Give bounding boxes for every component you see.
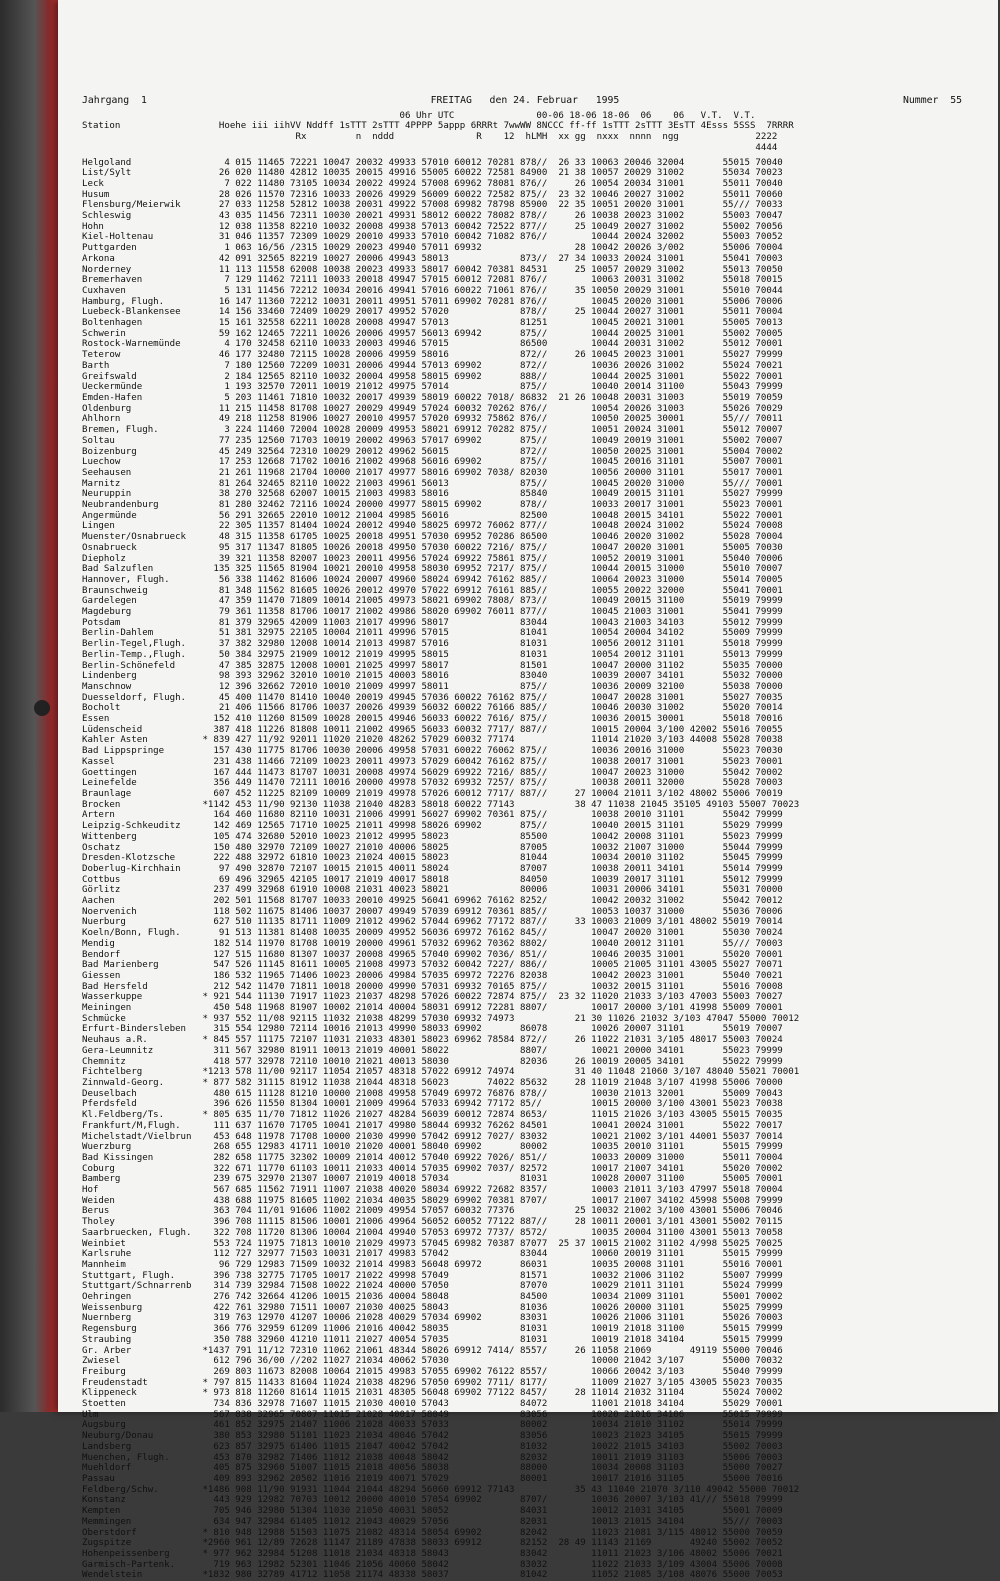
station-row: Essen 152 410 11260 81509 10028 20015 49946 56033 60022 7616/ 875// 10036 20015 30001 55018 70016 <box>82 714 783 725</box>
station-row: Fichtelberg *1213 578 11/00 92117 11054 21057 48318 57022 69912 74974 31 40 11048 21060 3/107 48040 55021 70001 <box>82 1067 800 1078</box>
station-row: Stoetten 734 836 32978 71607 11015 21030 40010 57043 84072 11001 21018 34104 55029 70001 <box>82 1399 783 1410</box>
column-header-line: 4444 <box>82 142 778 153</box>
station-row: Kahler Asten * 839 427 11/92 92011 11020 21020 48262 57029 60032 77174 11014 21020 3/103 44008 55028 70038 <box>82 735 783 746</box>
station-row: Bad Lippspringe 157 430 11775 81706 10030 20006 49958 57031 60022 76062 875// 10036 20016 31000 55023 70030 <box>82 746 783 757</box>
station-row: Boizenburg 45 249 32564 72310 10029 20012 49962 56015 872// 10050 20025 31001 55004 70002 <box>82 446 783 457</box>
station-row: Kl.Feldberg/Ts. * 805 635 11/70 71812 11026 21027 48284 56039 60012 72874 8653/ 11015 21026 3/103 43005 55015 70035 <box>82 1110 783 1121</box>
station-row: Boltenhagen 15 161 32558 62211 10028 20008 49947 57013 81251 10045 20021 31001 55005 70013 <box>82 318 783 329</box>
station-row: Passau 409 893 32962 20502 11016 21019 40071 57029 80001 10017 21016 31105 55000 70016 <box>82 1474 783 1484</box>
station-row: Konstanz 443 929 12982 70703 10012 20000 40010 57054 69902 8707/ 10036 20007 3/103 41/// 55018 79999 <box>82 1495 783 1506</box>
station-row: Bad Kissingen 282 658 11775 32302 10009 21014 40012 57040 69922 7026/ 851// 10033 20009 31000 55011 70004 <box>82 1152 783 1163</box>
issue-number: Nummer 55 <box>903 95 962 106</box>
station-row: Flensburg/Meierwik 27 033 11258 52812 10038 20031 49922 57008 69982 78798 85900 22 35 10051 20020 31001 55/// 70033 <box>82 200 783 211</box>
station-row: Neubrandenburg 81 280 32462 72116 10024 20000 49977 58015 69902 878// 10033 20017 31001 55023 70001 <box>82 500 783 511</box>
date-label: FREITAG den 24. Februar 1995 <box>430 95 620 106</box>
station-row: Berlin-Schönefeld 47 385 32875 12008 10001 21025 49997 58017 81501 10047 20000 31102 55035 70000 <box>82 660 783 671</box>
station-row: Landsberg 623 857 32975 61406 11015 21047 40042 57042 81032 10022 21015 34103 55002 70003 <box>82 1441 783 1452</box>
station-row: Zinnwald-Georg. * 877 582 31115 81912 11038 21044 48318 56023 74022 85632 28 11019 21048 3/107 41998 55006 70000 <box>82 1077 783 1088</box>
station-row: Hohenpeissenberg * 977 962 32984 51208 11018 21034 48318 58043 83042 11011 21023 3/106 48002 55006 70021 <box>82 1548 783 1559</box>
station-row: Gr. Arber *1437 791 11/12 72310 11062 21061 48344 58026 69912 7414/ 8557/ 26 11058 21069 49119 55000 70046 <box>82 1345 783 1356</box>
station-row: Zwiesel 612 796 36/00 //202 11027 21034 40062 57030 10000 21042 3/107 55000 70032 <box>82 1356 783 1367</box>
station-row: Saarbruecken, Flugh. 322 708 11720 81306 10004 21004 49940 57053 69972 7737/ 8572/ 10035 20004 31100 43001 55013 70058 <box>82 1227 783 1238</box>
station-row: Norderney 11 113 11558 62008 10038 20023 49933 58017 60042 70381 84531 25 10057 20029 31002 55013 70050 <box>82 264 783 275</box>
station-row: Karlsruhe 112 727 32977 71503 10031 21017 49983 57042 83044 10060 20019 31101 55015 79999 <box>82 1249 783 1260</box>
station-row: Berlin-Tegel,Flugh. 37 382 32980 12008 10014 21013 49987 57016 81031 10056 20012 31101 55018 79999 <box>82 639 783 650</box>
station-row: List/Sylt 26 020 11480 42812 10035 20015 49916 55005 60022 72581 84900 21 38 10057 20029 31002 55034 70023 <box>82 168 783 179</box>
station-row: Weinbiet 553 724 11975 71813 10010 21029 49973 57045 69982 70387 87077 25 37 10015 21002 31102 4/998 55025 70025 <box>82 1238 783 1249</box>
station-row: Zugspitze *2960 961 12/89 72628 11147 21189 47838 58033 69912 82152 28 49 11143 21169 49240 55002 70052 <box>82 1538 783 1549</box>
station-row: Ahlhorn 49 218 11258 81906 10027 20010 49957 57020 69932 75862 876// 10050 20025 30001 55/// 70011 <box>82 414 783 425</box>
station-row: Berlin-Temp.,Flugh. 50 384 32975 21909 10012 21019 49995 58015 81031 10054 20012 31101 55013 79999 <box>82 649 783 660</box>
station-row: Hannover, Flugh. 56 338 11462 81606 10024 20007 49960 58024 69942 76162 885// 10064 20023 31000 55014 70005 <box>82 574 783 585</box>
station-row: Greifswald 2 184 12565 82110 10032 20004 49958 58015 69902 888// 10044 20025 31001 55022 70001 <box>82 371 783 382</box>
station-row: Leck 7 022 11480 73105 10034 20022 49924 57008 69962 78081 876// 26 10054 20034 31001 55011 70040 <box>82 178 783 189</box>
station-table <box>82 158 962 1581</box>
column-header-line: Station Hoehe iii iihVV Nddff 1sTTT 2sTTT 4PPPP 5appp 6RRRt 7wwWW 8NCCC ff-ff 1sTTT 2sTTT 3EsTT 4Esss 5SSS 7RRRR <box>82 121 794 132</box>
station-row: Goettingen 167 444 11473 81707 10031 20008 49974 56029 69922 7216/ 885// 10047 20023 31000 55042 70002 <box>82 767 783 778</box>
station-row: Michelstadt/Vielbrun 453 648 11978 71708 10000 21030 49990 57042 69912 7027/ 83032 10021 21002 3/101 44001 55037 70014 <box>82 1131 783 1142</box>
station-row: Weiden 438 688 11975 81605 11002 21034 40035 58029 69902 70381 8707/ 10017 21007 34102 45998 55008 79999 <box>82 1195 783 1206</box>
station-row: Wuerzburg 268 655 12983 41711 10010 21020 40001 58040 69902 80002 10035 20010 31101 55015 79999 <box>82 1142 783 1153</box>
station-row: Lüdenscheid 387 418 11226 81808 10011 21002 49965 56033 60032 7717/ 887// 10015 20004 3/100 42002 55016 70055 <box>82 724 783 735</box>
station-row: Hof 567 685 11562 71911 11007 21038 40020 58034 69922 72682 8357/ 10003 21011 3/103 47997 55018 70004 <box>82 1185 783 1196</box>
station-row: Bamberg 239 675 32970 21307 10007 21019 40018 57034 81031 10028 20007 31100 55005 70001 <box>82 1174 783 1185</box>
station-row: Dresden-Klotzsche 222 488 32972 61810 10023 21024 40015 58023 81044 10034 20010 31102 55045 79999 <box>82 853 783 864</box>
station-row: Deuselbach 480 615 11128 81210 10000 21008 49958 57049 69972 76876 878// 10030 21013 32001 55009 70043 <box>82 1088 783 1099</box>
station-row: Seehausen 21 261 11968 21704 10000 21017 49977 58016 69902 7038/ 82030 10056 20000 31101 55017 70001 <box>82 467 783 478</box>
station-row: Luechow 17 253 12668 71702 10016 21002 49968 56016 69902 875// 10045 20016 31101 55007 70001 <box>82 457 783 468</box>
station-row: Potsdam 81 379 32965 42009 11003 21017 49996 58017 83044 10043 21003 34103 55012 79999 <box>82 617 783 628</box>
station-row: Kassel 231 438 11466 72109 10023 20011 49973 57029 60042 76162 875// 10038 20017 31001 55023 70001 <box>82 756 783 767</box>
station-row: Muehldorf 405 875 32960 51007 11015 21018 40056 58038 88000 10034 20008 31103 55000 70027 <box>82 1463 783 1474</box>
station-row: Weissenburg 422 761 32980 71511 10007 21030 40025 58043 81036 10026 20000 31101 55025 79999 <box>82 1302 783 1313</box>
station-row: Giessen 186 532 11965 71406 10023 20006 49984 57035 69972 72276 82038 10042 20023 31001 55040 70021 <box>82 970 783 981</box>
station-row: Berus 363 704 11/01 91606 11002 21009 49954 57057 60032 77376 25 10032 21002 3/100 43001 55006 70046 <box>82 1206 783 1217</box>
station-row: Muenster/Osnabrueck 48 315 11358 61705 10025 20018 49951 57030 69952 70286 86500 10046 20020 31002 55028 70004 <box>82 532 783 543</box>
station-row: Cuxhaven 5 131 11456 72212 10034 20016 49941 57016 60022 71061 876// 35 10050 20029 31001 55010 70044 <box>82 285 783 296</box>
station-row: Barth 7 180 12560 72209 10031 20006 49944 57013 69902 872// 10036 20026 31002 55024 70021 <box>82 360 783 371</box>
punch-hole <box>34 700 50 716</box>
station-row: Hamburg, Flugh. 16 147 11360 72212 10031 20011 49951 57011 69902 70281 876// 10045 20020 31001 55006 70006 <box>82 296 783 307</box>
station-row: Ulm 567 838 32965 70807 11015 21028 40017 58049 83056 10020 21016 34106 55015 79999 <box>82 1409 783 1420</box>
station-row: Lingen 22 305 11357 81404 10024 20012 49940 58025 69972 76062 877// 10048 20024 31002 55024 70008 <box>82 521 783 532</box>
station-row: Bremerhaven 7 129 11462 72111 10033 20018 49947 57015 60012 72081 876// 10063 20031 31002 55018 70015 <box>82 275 783 286</box>
station-row: Stuttgart, Flugh. 396 738 32775 71705 10017 21022 49998 57049 81571 10032 21006 31102 55007 79999 <box>82 1270 783 1281</box>
station-row: Wittenberg 105 474 32680 52010 10023 21012 49995 58023 85500 10042 20008 31101 55023 79999 <box>82 831 783 842</box>
station-row: Oberstdorf * 810 948 12988 51503 11075 21082 48314 58054 69902 82042 11023 21081 3/115 48012 55000 70059 <box>82 1527 783 1538</box>
station-row: Meiningen 450 548 11968 81907 10002 21014 40004 58031 69912 72281 8807/ 10017 20000 3/101 41998 55009 70001 <box>82 1003 783 1014</box>
station-row: Manschnow 12 396 32662 72010 10010 21009 49997 58011 875// 10036 20009 32100 55038 70000 <box>82 681 783 692</box>
station-row: Oschatz 150 480 32970 72109 10027 21010 40006 58025 87005 10032 21007 31000 55044 79999 <box>82 842 783 853</box>
station-row: Stuttgart/Schnarrenb 314 739 32984 71508 10022 21024 40000 57050 87070 10029 21011 31101 55024 79999 <box>82 1281 783 1292</box>
binder-spine <box>0 0 58 1412</box>
station-row: Bocholt 21 406 11566 81706 10037 20026 49939 56032 60022 76166 885// 10046 20030 31002 55020 70014 <box>82 703 783 714</box>
station-row: Lindenberg 98 393 32962 32010 10010 21015 40003 58016 83040 10039 20007 34101 55032 70000 <box>82 671 783 682</box>
station-row: Schmücke * 937 552 11/08 92115 11032 21038 48299 57030 69932 74973 21 30 11026 21032 3/103 47047 55000 70012 <box>82 1013 800 1024</box>
station-row: Pferdsfeld 396 626 11550 81304 10001 21009 49964 57033 69942 77172 85// 10015 20000 3/100 43001 55023 70038 <box>82 1099 783 1110</box>
station-row: Nuernberg 319 763 12970 41207 10006 21028 40029 57034 69902 83031 10026 21006 31101 55026 70003 <box>82 1313 783 1324</box>
station-row: Neuburg/Donau 380 853 32980 51101 11023 21034 40046 57042 83056 10023 21023 34105 55015 79999 <box>82 1431 783 1442</box>
station-row: Feldberg/Schw. *1486 908 11/90 91931 11044 21044 48294 56060 69912 77143 35 43 11040 21070 3/110 49042 55000 70012 <box>82 1484 800 1495</box>
volume-label: Jahrgang 1 <box>82 95 147 106</box>
station-row: Teterow 46 177 32480 72115 10028 20006 49959 58016 872// 26 10045 20023 31001 55027 79999 <box>82 350 783 361</box>
station-row: Oehringen 276 742 32664 41206 10015 21036 40004 58048 84500 10034 21009 31101 55001 70002 <box>82 1292 783 1303</box>
station-row: Bad Marienberg 547 526 11145 81611 10005 21008 49973 57032 60042 7227/ 886// 10005 21005 31101 43005 55027 70071 <box>82 960 783 971</box>
station-row: Cottbus 69 496 32965 42105 10017 21019 40017 58018 84050 10039 20017 31101 55012 79999 <box>82 874 783 885</box>
station-row: Magdeburg 79 361 11358 81706 10017 21002 49986 58020 69902 76011 877// 10045 21003 31001 55041 79999 <box>82 607 783 618</box>
station-row: Braunlage 607 452 11225 82109 10009 21019 49978 57026 60012 7717/ 887// 27 10004 21011 3/102 48002 55006 70019 <box>82 789 783 799</box>
station-row: Kiel-Holtenau 31 046 11357 72309 10029 20010 49933 57010 60042 71082 876// 10044 20024 32002 55003 70052 <box>82 232 783 243</box>
station-row: Husum 28 026 11570 72316 10033 20026 49929 56009 60022 72582 875// 23 32 10046 20027 31002 55011 70060 <box>82 189 783 200</box>
station-row: Gardelegen 47 359 11470 71809 10014 21005 49973 58021 69902 7808/ 873// 10049 20015 31100 55019 79999 <box>82 596 783 607</box>
station-row: Puttgarden 1 063 16/56 /2315 10029 20023 49940 57011 69932 28 10042 20026 3/002 55006 70004 <box>82 243 783 254</box>
station-row: Diepholz 39 321 11358 82007 10023 20011 49956 57024 69922 75861 875// 10052 20019 31001 55040 70006 <box>82 553 783 564</box>
column-header-line: 06 Uhr UTC 00-06 18-06 18-06 06 06 V.T. V.T. <box>82 110 756 121</box>
station-row: Garmisch-Partenk. 719 963 12982 52301 11046 21056 40060 58042 83032 11022 21033 3/109 43004 55006 70008 <box>82 1559 783 1570</box>
station-row: Bad Hersfeld 212 542 11470 71811 10018 20000 49990 57031 69932 70165 875// 10032 20015 31101 55016 70008 <box>82 981 783 992</box>
station-row: Coburg 322 671 11770 61103 10011 21033 40014 57035 69902 7037/ 82572 10017 21007 34101 55020 70002 <box>82 1163 783 1174</box>
station-row: Duesseldorf, Flugh. 45 400 11470 81410 10040 20019 49945 57036 60022 76162 875// 10047 20028 31001 55027 70035 <box>82 692 783 703</box>
station-row: Kempten 705 946 32980 51304 11030 21050 40031 58052 84031 10012 21031 34105 55001 70009 <box>82 1506 783 1517</box>
station-row: Oldenburg 11 215 11458 81708 10027 20029 49949 57024 60032 70262 876// 10054 20026 31003 55026 70029 <box>82 403 783 414</box>
station-row: Tholey 396 708 11115 81506 10001 21006 49964 56052 60052 77122 887// 28 10011 20001 3/101 43001 55002 70115 <box>82 1217 783 1228</box>
bulletin-header <box>82 96 962 107</box>
station-row: Leipzig-Schkeuditz 142 469 12565 71710 10025 21011 49998 58026 69902 875// 10040 20015 31101 55029 79999 <box>82 821 783 832</box>
column-header-line: Rx n nddd R 12 hLMH xx gg nxxx nnnn ngg 2222 <box>82 132 778 143</box>
station-row: Chemnitz 418 577 32978 72110 10010 21021 40013 58030 82036 26 10019 20005 34101 55022 79999 <box>82 1056 783 1067</box>
station-row: Nuerburg 627 510 11135 81711 11009 21012 49962 57044 69962 77172 887// 33 10003 21009 3/101 48002 55019 70014 <box>82 917 783 928</box>
station-row: Bendorf 127 515 11680 81307 10037 20008 49965 57040 69902 7036/ 851// 10046 20035 31001 55020 70001 <box>82 949 783 960</box>
station-row: Leinefelde 356 449 11470 72111 10016 20000 49978 57032 69932 7257/ 875// 10038 20011 32000 55028 70003 <box>82 778 783 789</box>
station-row: Schleswig 43 035 11456 72311 10030 20021 49931 58012 60022 78082 878// 26 10038 20023 31002 55003 70047 <box>82 211 783 222</box>
station-row: Noervenich 118 502 11675 81406 10037 20007 49949 57039 69912 70361 885// 10053 10037 31000 55036 70006 <box>82 906 783 917</box>
station-row: Helgoland 4 015 11465 72221 10047 20032 49933 57010 60012 70281 878// 26 33 10063 20046 32004 55015 70040 <box>82 157 783 168</box>
station-row: Klippeneck * 973 818 11260 81614 11015 21031 48305 56048 69902 77122 8457/ 28 11014 21032 31104 55024 70002 <box>82 1388 783 1399</box>
station-row: Erfurt-Bindersleben 315 554 12980 72114 10016 21013 49990 58033 69902 86078 10026 20007 31101 55019 70007 <box>82 1024 783 1035</box>
bulletin-content <box>82 96 962 1581</box>
station-row: Aachen 202 501 11568 81707 10033 20010 49925 56041 69962 76162 8252/ 10042 20032 31002 55042 70012 <box>82 896 783 907</box>
station-row: Emden-Hafen 5 203 11461 71810 10032 20017 49939 58019 60022 7018/ 86832 21 26 10048 20031 31003 55019 70059 <box>82 392 783 403</box>
station-row: Artern 164 460 11680 82110 10031 21006 49991 56027 69902 70361 875// 10038 20010 31101 55042 79999 <box>82 810 783 821</box>
station-row: Bremen, Flugh. 3 224 11460 72004 10028 20009 49953 58021 69912 70282 875// 10051 20024 31001 55012 70007 <box>82 425 783 436</box>
station-row: Regensburg 366 776 32959 61209 11006 21016 40042 58035 81031 10019 21018 31100 55015 79999 <box>82 1324 783 1335</box>
station-row: Gera-Leumnitz 311 567 32980 81911 10013 21019 40001 58022 8807/ 10021 20000 34101 55023 79999 <box>82 1045 783 1056</box>
station-row: Neuruppin 38 270 32568 62007 10015 21003 49983 58016 85840 10049 20015 31101 55027 79999 <box>82 489 783 500</box>
station-row: Mendig 182 514 11970 81708 10019 20000 49961 57032 69962 70362 8802/ 10040 20012 31101 55/// 70003 <box>82 938 783 949</box>
station-row: Wendelstein *1832 980 32789 41712 11058 21174 48338 58037 81042 11052 21085 3/108 48076 55000 70053 <box>82 1570 783 1581</box>
station-row: Straubing 350 788 32960 41210 11011 21027 40054 57035 81031 10019 21018 34104 55015 79999 <box>82 1334 783 1345</box>
document-page <box>58 0 998 1581</box>
station-row: Freudenstadt * 797 815 11433 81604 11024 21038 48296 57050 69902 7711/ 8177/ 11009 21027 3/105 43005 55023 70035 <box>82 1377 783 1388</box>
station-row: Brocken *1142 453 11/90 92130 11038 21040 48283 58018 60022 77143 38 47 11038 21045 35105 49103 55007 70023 <box>82 799 800 810</box>
station-row: Memmingen 634 947 32984 61405 11012 21043 40029 57056 82031 10013 21015 34104 55/// 70003 <box>82 1516 783 1527</box>
station-row: Berlin-Dahlem 51 381 32975 22105 10004 21011 49996 57015 81041 10054 20004 34102 55009 79999 <box>82 628 783 639</box>
station-row: Freiburg 269 803 11673 82008 10064 21015 49983 57055 69902 76122 8557/ 10066 20042 3/103 55040 79999 <box>82 1366 783 1377</box>
station-row: Koeln/Bonn, Flugh. 91 513 11381 81408 10035 20009 49952 56036 69972 76162 845// 10047 20020 31001 55030 70024 <box>82 928 783 939</box>
station-row: Görlitz 237 499 32968 61910 10008 21031 40023 58021 80006 10031 20006 34101 55031 70000 <box>82 885 783 896</box>
station-row: Bad Salzuflen 135 325 11565 81904 10021 20010 49958 58030 69952 7217/ 875// 10044 20015 31000 55010 70007 <box>82 564 783 575</box>
station-row: Rostock-Warnemünde 4 170 32458 62110 10033 20003 49946 57015 86500 10044 20031 31002 55012 70001 <box>82 339 783 350</box>
station-row: Osnabrueck 95 317 11347 81805 10026 20018 49950 57030 60022 7216/ 875// 10047 20020 31001 55005 70030 <box>82 542 783 553</box>
station-row: Marnitz 81 264 32465 82110 10022 21003 49961 56013 875// 10045 20020 31000 55/// 70001 <box>82 478 783 489</box>
station-row: Hohn 12 038 11358 82210 10032 20008 49938 57013 60042 72522 877// 25 10049 20027 31002 55002 70056 <box>82 221 783 232</box>
station-row: Frankfurt/M,Flugh. 111 637 11670 71705 10041 21017 49980 58044 69932 76262 84501 10041 20024 31001 55022 70017 <box>82 1120 783 1131</box>
station-row: Mannheim 96 729 12983 71509 10032 21014 49983 56048 69972 86031 10035 20008 31101 55016 70001 <box>82 1259 783 1270</box>
column-header <box>82 111 962 154</box>
station-row: Luebeck-Blankensee 14 156 33460 72409 10029 20017 49952 57020 878// 25 10044 20027 31001 55011 70004 <box>82 307 783 318</box>
station-row: Ueckermünde 1 193 32570 72011 10019 21012 49975 57014 875// 10040 20014 31100 55043 79999 <box>82 382 783 393</box>
station-row: Soltau 77 235 12560 71703 10019 20002 49963 57017 69902 875// 10049 20019 31001 55002 70007 <box>82 435 783 446</box>
station-row: Augsburg 461 852 32975 21407 11006 21028 40033 57033 80002 10034 21010 31102 55014 79999 <box>82 1420 783 1431</box>
station-row: Neuhaus a.R. * 845 557 11175 72107 11031 21033 48301 58023 69962 78584 872// 26 11022 21031 3/105 48017 55003 70024 <box>82 1035 783 1046</box>
station-row: Angermünde 56 291 32665 22010 10012 21004 49985 56016 82500 10048 20015 34101 55022 70001 <box>82 510 783 521</box>
station-row: Arkona 42 091 32565 82219 10027 20006 49943 58013 873// 27 34 10033 20024 31001 55041 70003 <box>82 253 783 264</box>
station-row: Doberlug-Kirchhain 97 490 32870 72107 10015 21015 40011 58024 87007 10038 20011 34101 55014 79999 <box>82 863 783 874</box>
station-row: Schwerin 59 162 12465 72211 10026 20006 49957 56013 69942 875// 10044 20025 31001 55002 70005 <box>82 328 783 339</box>
station-row: Wasserkuppe * 921 544 11130 71917 11023 21037 48298 57026 60022 72874 875// 23 32 11020 21033 3/103 47003 55003 70027 <box>82 992 783 1003</box>
station-row: Muenchen, Flugh. 453 870 32982 71406 11012 21038 40048 58042 82032 10011 21019 31103 55006 70003 <box>82 1452 783 1463</box>
station-row: Braunschweig 81 348 11562 81605 10026 20012 49970 57022 69912 76161 885// 10055 20022 32000 55041 70001 <box>82 585 783 596</box>
